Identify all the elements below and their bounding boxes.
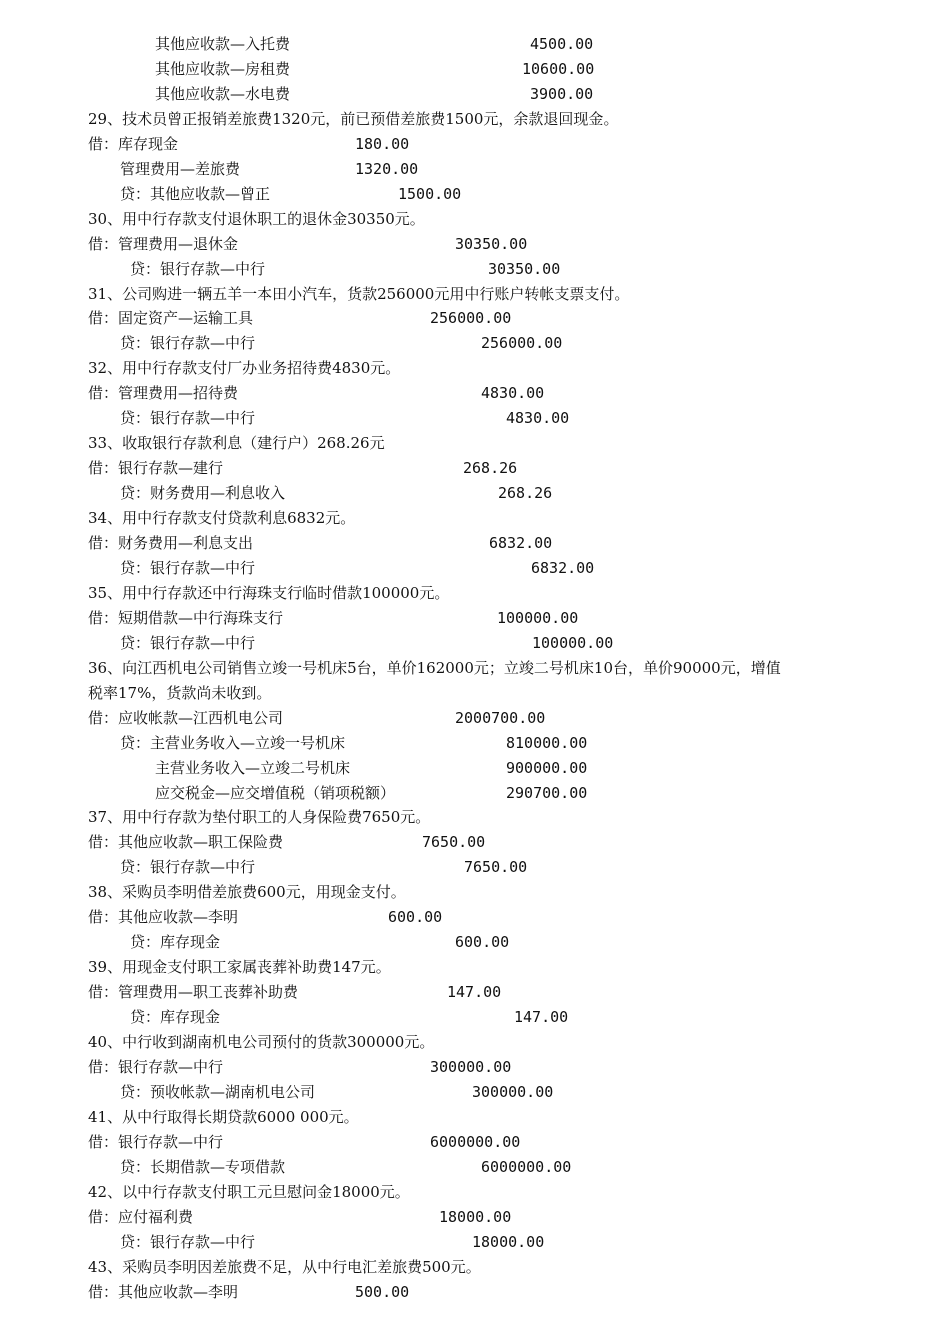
journal-entry-line: [0, 257, 950, 282]
entry-amount: 600.00: [388, 908, 443, 927]
account-name: 借：应收帐款—江西机电公司: [88, 708, 284, 727]
journal-entry-line: [0, 82, 950, 107]
entry-amount: 256000.00: [481, 334, 563, 353]
transaction-description-line: [0, 880, 950, 905]
journal-entry-line: [0, 1080, 950, 1105]
entry-amount: 256000.00: [430, 309, 512, 328]
account-name: 贷：银行存款—中行: [120, 409, 256, 428]
transaction-description-line: [0, 656, 950, 681]
entry-amount: 1500.00: [398, 184, 462, 203]
transaction-text: 34、用中行存款支付贷款利息6832元。: [88, 509, 356, 528]
journal-entry-line: [0, 781, 950, 806]
account-name: 贷：库存现金: [130, 1008, 221, 1027]
account-name: 贷：财务费用—利息收入: [120, 484, 286, 503]
journal-entry-line: [0, 1130, 950, 1155]
journal-entry-line: [0, 606, 950, 631]
journal-entry-line: [0, 855, 950, 880]
entry-amount: 7650.00: [422, 833, 486, 852]
journal-entry-line: [0, 1005, 950, 1030]
account-name: 借：固定资产—运输工具: [88, 309, 254, 328]
journal-entry-line: [0, 1055, 950, 1080]
journal-entry-line: [0, 631, 950, 656]
entry-amount: 6832.00: [531, 558, 595, 577]
account-name: 借：库存现金: [88, 134, 179, 153]
entry-amount: 500.00: [355, 1282, 410, 1301]
entry-amount: 18000.00: [472, 1232, 545, 1251]
transaction-text: 30、用中行存款支付退休职工的退休金30350元。: [88, 209, 425, 228]
journal-entry-line: [0, 306, 950, 331]
account-name: 借：财务费用—利息支出: [88, 534, 254, 552]
account-name: 贷：银行存款—中行: [120, 558, 256, 577]
entry-amount: 6000000.00: [430, 1132, 521, 1151]
journal-entry-line: [0, 406, 950, 431]
journal-entry-line: [0, 531, 950, 556]
transaction-text: 29、技术员曾正报销差旅费1320元，前已预借差旅费1500元，余款退回现金。: [88, 109, 619, 128]
account-name: 借：其他应收款—职工保险费: [88, 833, 284, 852]
account-name: 借：其他应收款—李明: [88, 908, 239, 927]
account-name: 其他应收款—房租费: [155, 59, 291, 78]
account-name: 借：银行存款—中行: [88, 1132, 224, 1151]
transaction-description-line: [0, 1180, 950, 1205]
transaction-description-line: [0, 1255, 950, 1280]
account-name: 贷：预收帐款—湖南机电公司: [120, 1082, 316, 1101]
account-name: 贷：长期借款—专项借款: [120, 1157, 286, 1176]
entry-amount: 30350.00: [488, 259, 561, 278]
account-name: 贷：库存现金: [130, 933, 221, 952]
transaction-description-line: [0, 805, 950, 830]
transaction-text: 33、收取银行存款利息（建行户）268.26元: [88, 434, 385, 453]
journal-entry-line: [0, 1230, 950, 1255]
transaction-text: 37、用中行存款为垫付职工的人身保险费7650元。: [88, 808, 431, 827]
entry-amount: 10600.00: [522, 59, 595, 78]
entry-amount: 30350.00: [455, 234, 528, 253]
journal-entry-line: [0, 830, 950, 855]
journal-entry-line: [0, 905, 950, 930]
entry-amount: 268.26: [463, 459, 518, 478]
transaction-text: 38、采购员李明借差旅费600元，用现金支付。: [88, 883, 406, 902]
journal-entry-line: [0, 706, 950, 731]
transaction-description-line: [0, 581, 950, 606]
entry-amount: 180.00: [355, 134, 410, 153]
transaction-text: 31、公司购进一辆五羊一本田小汽车，货款256000元用中行账户转帐支票支付。: [88, 284, 630, 303]
journal-entry-line: [0, 756, 950, 781]
journal-entry-line: [0, 930, 950, 955]
entry-amount: 4830.00: [506, 409, 570, 428]
journal-entry-line: [0, 182, 950, 207]
entry-amount: 4830.00: [481, 384, 545, 403]
entry-amount: 600.00: [455, 933, 510, 952]
journal-entry-line: [0, 232, 950, 257]
entry-amount: 147.00: [514, 1008, 569, 1027]
transaction-text: 32、用中行存款支付厂办业务招待费4830元。: [88, 359, 401, 378]
entry-amount: 100000.00: [532, 633, 614, 652]
account-name: 借：应付福利费: [88, 1207, 194, 1226]
journal-entry-line: [0, 132, 950, 157]
transaction-description-line: [0, 955, 950, 980]
account-name: 主营业务收入—立竣二号机床: [155, 758, 351, 777]
entry-amount: 900000.00: [506, 758, 588, 777]
journal-entry-line: [0, 980, 950, 1005]
transaction-text: 42、以中行存款支付职工元旦慰问金18000元。: [88, 1182, 410, 1201]
account-name: 其他应收款—水电费: [155, 84, 291, 103]
journal-entry-line: [0, 556, 950, 581]
transaction-text: 39、用现金支付职工家属丧葬补助费147元。: [88, 958, 391, 977]
entry-amount: 290700.00: [506, 783, 588, 802]
transaction-description-line: [0, 1030, 950, 1055]
account-name: 借：银行存款—中行: [88, 1057, 224, 1076]
journal-entry-line: [0, 57, 950, 82]
transaction-description-line: [0, 1105, 950, 1130]
transaction-description-line: [0, 282, 950, 307]
transaction-description-line: [0, 107, 950, 132]
transaction-text: 36、向江西机电公司销售立竣一号机床5台，单价162000元；立竣二号机床10台，单价90000元，增值: [88, 658, 781, 677]
transaction-text: 43、采购员李明因差旅费不足，从中行电汇差旅费500元。: [88, 1257, 481, 1276]
entry-amount: 810000.00: [506, 733, 588, 752]
entry-amount: 300000.00: [472, 1082, 554, 1101]
entry-amount: 7650.00: [464, 858, 528, 877]
transaction-text: 35、用中行存款还中行海珠支行临时借款100000元。: [88, 583, 450, 602]
journal-entry-line: [0, 1280, 950, 1305]
account-name: 借：短期借款—中行海珠支行: [88, 608, 284, 627]
transaction-text: 41、从中行取得长期贷款6000 000元。: [88, 1107, 359, 1126]
entry-amount: 268.26: [498, 484, 553, 503]
entry-amount: 1320.00: [355, 159, 419, 178]
account-name: 借：管理费用—职工丧葬补助费: [88, 983, 299, 1002]
account-name: 贷：其他应收款—曾正: [120, 184, 271, 203]
account-name: 借：其他应收款—李明: [88, 1282, 239, 1301]
account-name: 贷：银行存款—中行: [120, 1232, 256, 1251]
account-name: 贷：银行存款—中行: [130, 259, 266, 278]
account-name: 贷：银行存款—中行: [120, 334, 256, 353]
entry-amount: 2000700.00: [455, 708, 546, 727]
account-name: 借：管理费用—退休金: [88, 234, 239, 253]
transaction-description-line: [0, 356, 950, 381]
transaction-description-line: [0, 506, 950, 531]
journal-entry-line: [0, 32, 950, 57]
account-name: 贷：银行存款—中行: [120, 633, 256, 652]
account-name: 管理费用—差旅费: [120, 159, 241, 178]
account-name: 其他应收款—入托费: [155, 35, 291, 53]
entry-amount: 100000.00: [497, 608, 579, 627]
journal-entry-line: [0, 481, 950, 506]
entry-amount: 3900.00: [530, 84, 594, 103]
journal-entry-line: [0, 731, 950, 756]
account-name: 应交税金—应交增值税（销项税额）: [155, 783, 396, 802]
account-name: 贷：银行存款—中行: [120, 858, 256, 877]
entry-amount: 4500.00: [530, 35, 594, 53]
entry-amount: 6000000.00: [481, 1157, 572, 1176]
entry-amount: 147.00: [447, 983, 502, 1002]
transaction-description-line: [0, 681, 950, 706]
journal-entry-line: [0, 456, 950, 481]
journal-entry-line: [0, 331, 950, 356]
entry-amount: 300000.00: [430, 1057, 512, 1076]
account-name: 借：管理费用—招待费: [88, 384, 239, 403]
transaction-text: 税率17%，货款尚未收到。: [88, 683, 272, 702]
transaction-description-line: [0, 431, 950, 456]
journal-entry-line: [0, 157, 950, 182]
entry-amount: 6832.00: [489, 534, 553, 552]
transaction-text: 40、中行收到湖南机电公司预付的货款300000元。: [88, 1033, 435, 1051]
journal-entry-line: [0, 381, 950, 406]
entry-amount: 18000.00: [439, 1207, 512, 1226]
account-name: 贷：主营业务收入—立竣一号机床: [120, 733, 346, 752]
account-name: 借：银行存款—建行: [88, 459, 224, 478]
transaction-description-line: [0, 207, 950, 232]
journal-entry-line: [0, 1205, 950, 1230]
journal-entry-line: [0, 1155, 950, 1180]
